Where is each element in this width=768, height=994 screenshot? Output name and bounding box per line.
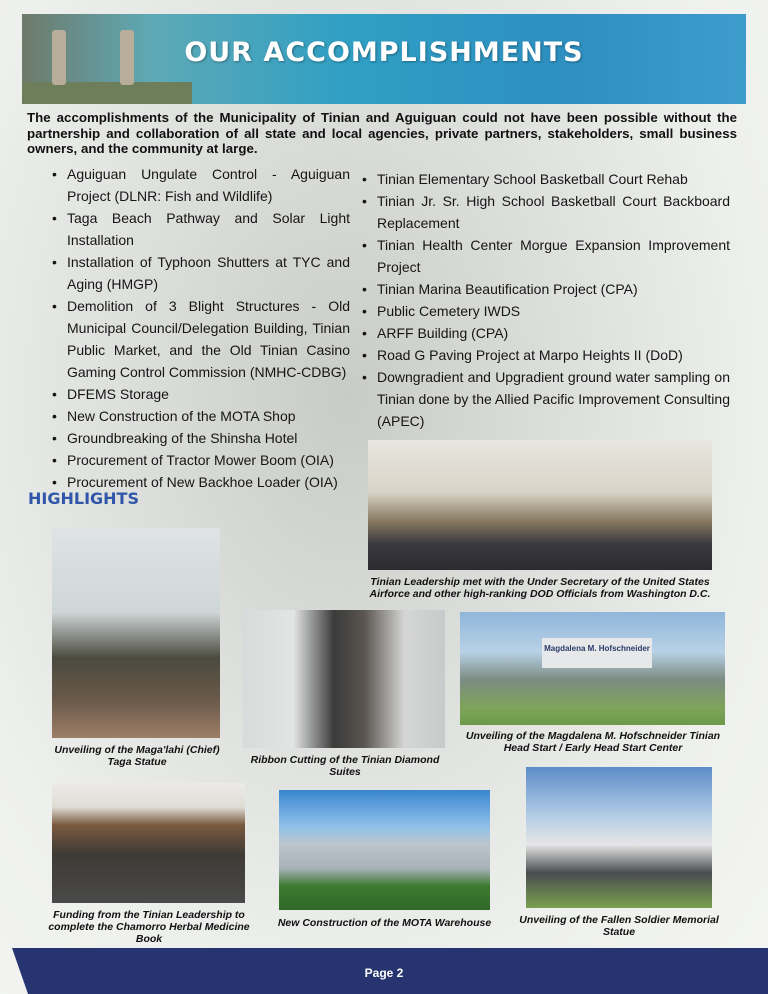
list-item: • Demolition of 3 Blight Structures - Old Municipal Council/Delegation Building, Tinian Public Market, and the Old Tinian Casino Gaming Control Commission (NMHC-CDBG) (50, 295, 350, 383)
list-item: • Procurement of New Backhoe Loader (OIA) (50, 471, 350, 493)
list-item: • Tinian Health Center Morgue Expansion Improvement Project (360, 234, 730, 278)
taga-statue-photo (52, 528, 220, 738)
list-item: • Downgradient and Upgradient ground water sampling on Tinian done by the Allied Pacific Improvement Consulting (APEC) (360, 366, 730, 432)
list-item: • Public Cemetery IWDS (360, 300, 730, 322)
list-item: • Installation of Typhoon Shutters at TYC and Aging (HMGP) (50, 251, 350, 295)
list-item: • Groundbreaking of the Shinsha Hotel (50, 427, 350, 449)
intro-paragraph: The accomplishments of the Municipality of Tinian and Aguiguan could not have been possible without the partnership and collaboration of all state and local agencies, private partners, stakeholders, small business owners, and the community at large. (27, 110, 737, 156)
caption-leadership: Tinian Leadership met with the Under Secretary of the United States Airforce and other high-ranking DOD Officials from Washington D.C. (369, 576, 711, 600)
list-item: • Tinian Jr. Sr. High School Basketball Court Backboard Replacement (360, 190, 730, 234)
caption-ribbon: Ribbon Cutting of the Tinian Diamond Suites (250, 754, 440, 778)
list-item: • Tinian Elementary School Basketball Court Rehab (360, 168, 730, 190)
mota-warehouse-photo (279, 790, 490, 910)
ribbon-cutting-photo (243, 610, 445, 748)
highlights-heading: HIGHLIGHTS (28, 489, 139, 508)
list-item: • Aguiguan Ungulate Control - Aguiguan Project (DLNR: Fish and Wildlife) (50, 163, 350, 207)
list-item: • ARFF Building (CPA) (360, 322, 730, 344)
head-start-photo (460, 612, 725, 725)
accomplishments-list-left (50, 163, 350, 493)
shore-graphic (22, 82, 192, 104)
list-item: • Taga Beach Pathway and Solar Light Installation (50, 207, 350, 251)
caption-warehouse: New Construction of the MOTA Warehouse (277, 917, 492, 929)
page-number: Page 2 (364, 966, 404, 980)
list-item: • Tinian Marina Beautification Project (CPA) (360, 278, 730, 300)
list-item: • Procurement of Tractor Mower Boom (OIA) (50, 449, 350, 471)
caption-headstart: Unveiling of the Magdalena M. Hofschneider Tinian Head Start / Early Head Start Center (465, 730, 721, 754)
funding-photo (52, 783, 245, 903)
caption-funding: Funding from the Tinian Leadership to complete the Chamorro Herbal Medicine Book (48, 909, 250, 945)
list-item: • DFEMS Storage (50, 383, 350, 405)
caption-taga: Unveiling of the Maga'lahi (Chief) Taga Statue (54, 744, 220, 768)
center-sign: Magdalena M. Hofschneider (542, 638, 652, 668)
list-item: • New Construction of the MOTA Shop (50, 405, 350, 427)
list-item: • Road G Paving Project at Marpo Heights II (DoD) (360, 344, 730, 366)
memorial-statue-photo (526, 767, 712, 908)
caption-memorial: Unveiling of the Fallen Soldier Memorial Statue (519, 914, 719, 938)
page-title: OUR ACCOMPLISHMENTS (184, 37, 584, 68)
accomplishments-list-right (360, 168, 730, 432)
leadership-meeting-photo (368, 440, 712, 570)
